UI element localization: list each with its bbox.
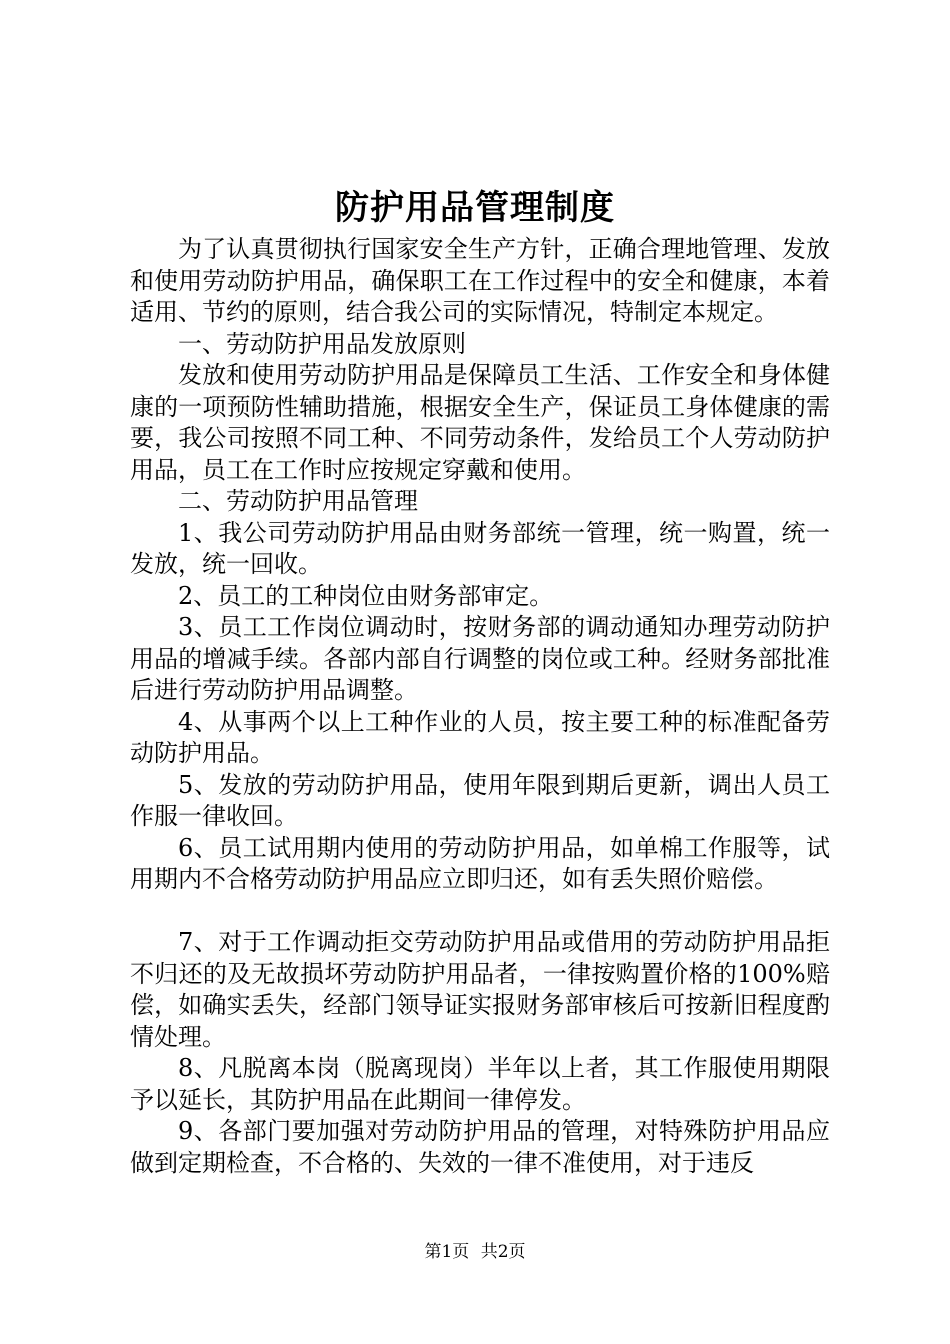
clause-7: 7、对于工作调动拒交劳动防护用品或借用的劳动防护用品拒不归还的及无故损坏劳动防护用品者，一律按购置价格的100%赔偿，如确实丢失，经部门领导证实报财务部审核后可按新旧程度酌情处理。 xyxy=(130,928,830,1051)
paragraph-principle: 发放和使用劳动防护用品是保障员工生活、工作安全和身体健康的一项预防性辅助措施，根据安全生产，保证员工身体健康的需要，我公司按照不同工种、不同劳动条件，发给员工个人劳动防护用品，员工在工作时应按规定穿戴和使用。 xyxy=(130,361,830,484)
clause-9: 9、各部门要加强对劳动防护用品的管理，对特殊防护用品应做到定期检查，不合格的、失效的一律不准使用，对于违反 xyxy=(130,1117,830,1177)
clause-8: 8、凡脱离本岗（脱离现岗）半年以上者，其工作服使用期限予以延长，其防护用品在此期间一律停发。 xyxy=(130,1054,830,1114)
section-heading-1: 一、劳动防护用品发放原则 xyxy=(178,329,466,358)
page-number: 第1页 xyxy=(424,1242,470,1262)
clause-2: 2、员工的工种岗位由财务部审定。 xyxy=(178,581,554,610)
page-footer xyxy=(0,1240,950,1264)
clause-4: 4、从事两个以上工种作业的人员，按主要工种的标准配备劳动防护用品。 xyxy=(130,707,830,767)
page-total: 共2页 xyxy=(480,1242,526,1262)
clause-1: 1、我公司劳动防护用品由财务部统一管理，统一购置，统一发放，统一回收。 xyxy=(130,518,830,578)
clause-3: 3、员工工作岗位调动时，按财务部的调动通知办理劳动防护用品的增减手续。各部内部自行调整的岗位或工种。经财务部批准后进行劳动防护用品调整。 xyxy=(130,613,830,704)
paragraph-intro: 为了认真贯彻执行国家安全生产方针，正确合理地管理、发放和使用劳动防护用品，确保职工在工作过程中的安全和健康，本着适用、节约的原则，结合我公司的实际情况，特制定本规定。 xyxy=(130,235,830,326)
document-body xyxy=(130,234,830,1179)
blank-line xyxy=(130,896,830,928)
document-title: 防护用品管理制度 xyxy=(335,188,615,228)
clause-5: 5、发放的劳动防护用品，使用年限到期后更新，调出人员工作服一律收回。 xyxy=(130,770,830,830)
section-heading-2: 二、劳动防护用品管理 xyxy=(178,487,418,515)
clause-6: 6、员工试用期内使用的劳动防护用品，如单棉工作服等，试用期内不合格劳动防护用品应立即归还，如有丢失照价赔偿。 xyxy=(130,833,830,893)
